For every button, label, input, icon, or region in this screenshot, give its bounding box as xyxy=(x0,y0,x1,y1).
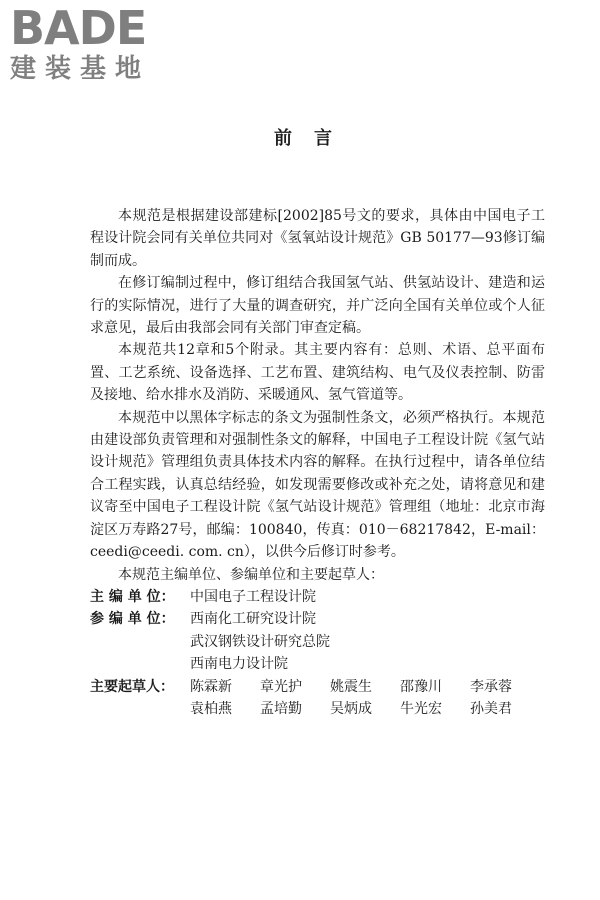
paragraph-mandatory: 本规范中以黑体字标志的条文为强制性条文，必须严格执行。本规范由建设部负责管理和对强制性条文的解释，中国电子工程设计院《氢气站设计规范》管理组负责具体技术内容的解释。在执行过程中，请各单位结合工程实践，认真总结经验，如发现需要修改或补充之处，请将意见和建议寄至中国电子工程设计院《氢气站设计规范》管理组（地址：北京市海淀区万寿路27号，邮编：100840，传真：010－68217842，E-mail：ceedi@ceedi. com. cn），以供今后修订时参考。 xyxy=(90,409,545,561)
participating-unit-name: 西南电力设计院 xyxy=(190,656,288,673)
drafter-name: 李承蓉 xyxy=(470,678,512,695)
drafter-name: 袁柏燕 xyxy=(190,700,232,717)
drafter-name: 牛光宏 xyxy=(400,700,442,717)
chief-unit-label: 主 编 单 位： xyxy=(90,588,175,605)
drafters-row xyxy=(90,676,545,721)
chief-unit-name: 中国电子工程设计院 xyxy=(190,588,316,605)
paragraph-contents: 本规范共12章和5个附录。其主要内容有：总则、术语、总平面布置、工艺系统、设备选择、工艺布置、建筑结构、电气及仪表控制、防雷及接地、给水排水及消防、采暖通风、氢气管道等。 xyxy=(90,342,545,404)
drafter-name: 陈霖新 xyxy=(190,678,232,695)
drafter-name: 邵豫川 xyxy=(400,678,442,695)
logo-subtitle: 建装基地 xyxy=(10,54,151,84)
logo-wordmark: BADE xyxy=(10,1,147,55)
drafter-name: 吴炳成 xyxy=(330,700,372,717)
drafters-list xyxy=(190,676,545,721)
participating-unit-name: 武汉钢铁设计研究总院 xyxy=(190,633,330,650)
paragraph-intro: 本规范是根据建设部建标[2002]85号文的要求，具体由中国电子工程设计院会同有关单位共同对《氢氧站设计规范》GB 50177—93修订编制而成。 xyxy=(90,208,545,269)
drafters-label: 主要起草人： xyxy=(90,678,174,695)
foreword-body xyxy=(90,205,545,720)
participating-units-row xyxy=(90,608,545,675)
paragraph-units-intro: 本规范主编单位、参编单位和主要起草人： xyxy=(118,566,384,583)
drafter-name: 孟培勤 xyxy=(260,700,302,717)
drafter-name: 孙美君 xyxy=(470,700,512,717)
paragraph-process: 在修订编制过程中，修订组结合我国氢气站、供氢站设计、建造和运行的实际情况，进行了大量的调查研究，并广泛向全国有关单位或个人征求意见，最后由我部会同有关部门审查定稿。 xyxy=(90,275,545,337)
brand-logo xyxy=(10,1,180,84)
page-title: 前言 xyxy=(274,128,354,149)
chief-unit-row xyxy=(90,586,545,608)
drafter-name: 章光护 xyxy=(260,678,302,695)
participating-unit-name: 西南化工研究设计院 xyxy=(190,611,316,628)
participating-units-label: 参 编 单 位： xyxy=(90,611,175,628)
drafter-name: 姚震生 xyxy=(330,678,372,695)
